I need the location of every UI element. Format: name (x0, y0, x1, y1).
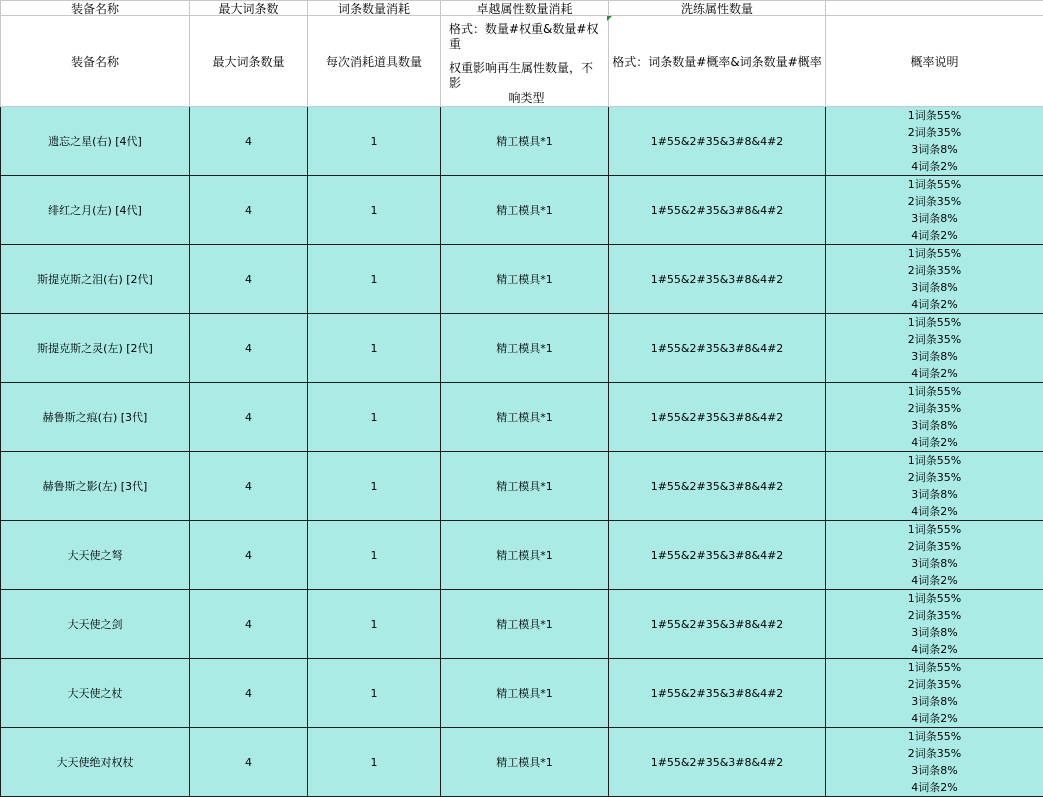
equipment-name-cell[interactable]: 绯红之月(左) [4代] (1, 176, 190, 245)
probability-line: 4词条2% (826, 227, 1043, 244)
format-line-3: 响类型 (449, 91, 604, 106)
cost-cell[interactable]: 1 (308, 176, 441, 245)
max-entries-cell[interactable]: 4 (190, 107, 308, 176)
item-cost-cell[interactable]: 精工模具*1 (441, 452, 609, 521)
item-cost-cell[interactable]: 精工模具*1 (441, 107, 609, 176)
probability-cell[interactable] (826, 590, 1043, 659)
probability-line: 3词条8% (826, 486, 1043, 503)
max-entries-cell[interactable]: 4 (190, 659, 308, 728)
cost-cell[interactable]: 1 (308, 728, 441, 797)
probability-line: 1词条55% (826, 107, 1043, 124)
table-row (1, 590, 1043, 659)
column-header-probability[interactable]: 概率说明 (826, 16, 1043, 107)
probability-cell[interactable] (826, 452, 1043, 521)
probability-cell[interactable] (826, 728, 1043, 797)
cost-cell[interactable]: 1 (308, 521, 441, 590)
header-cell[interactable]: 洗练属性数量 (609, 1, 826, 16)
header-cell[interactable]: 最大词条数 (190, 1, 308, 16)
cost-cell[interactable]: 1 (308, 452, 441, 521)
item-cost-cell[interactable]: 精工模具*1 (441, 314, 609, 383)
probability-line: 4词条2% (826, 503, 1043, 520)
header-cell[interactable] (826, 1, 1043, 16)
item-cost-cell[interactable]: 精工模具*1 (441, 590, 609, 659)
formula-cell[interactable]: 1#55&2#35&3#8&4#2 (609, 659, 826, 728)
formula-cell[interactable]: 1#55&2#35&3#8&4#2 (609, 452, 826, 521)
equipment-name-cell[interactable]: 大天使绝对权杖 (1, 728, 190, 797)
probability-line: 4词条2% (826, 572, 1043, 589)
header-cell[interactable]: 词条数量消耗 (308, 1, 441, 16)
formula-cell[interactable]: 1#55&2#35&3#8&4#2 (609, 521, 826, 590)
max-entries-cell[interactable]: 4 (190, 383, 308, 452)
probability-line: 1词条55% (826, 659, 1043, 676)
header-row-2 (1, 16, 1043, 107)
table-row (1, 728, 1043, 797)
probability-line: 4词条2% (826, 710, 1043, 727)
equipment-name-cell[interactable]: 赫鲁斯之影(左) [3代] (1, 452, 190, 521)
probability-line: 2词条35% (826, 262, 1043, 279)
table-row (1, 659, 1043, 728)
probability-line: 1词条55% (826, 383, 1043, 400)
item-cost-cell[interactable]: 精工模具*1 (441, 728, 609, 797)
probability-line: 3词条8% (826, 279, 1043, 296)
probability-cell[interactable] (826, 521, 1043, 590)
probability-line: 2词条35% (826, 469, 1043, 486)
cost-cell[interactable]: 1 (308, 245, 441, 314)
probability-line: 3词条8% (826, 555, 1043, 572)
table-row (1, 176, 1043, 245)
probability-line: 1词条55% (826, 521, 1043, 538)
column-header-name[interactable]: 装备名称 (1, 16, 190, 107)
probability-line: 3词条8% (826, 693, 1043, 710)
table-row (1, 107, 1043, 176)
probability-cell[interactable] (826, 383, 1043, 452)
probability-cell[interactable] (826, 314, 1043, 383)
probability-line: 1词条55% (826, 245, 1043, 262)
table-row (1, 521, 1043, 590)
column-header-max[interactable]: 最大词条数量 (190, 16, 308, 107)
probability-cell[interactable] (826, 107, 1043, 176)
equipment-name-cell[interactable]: 大天使之剑 (1, 590, 190, 659)
item-cost-cell[interactable]: 精工模具*1 (441, 383, 609, 452)
header-cell[interactable]: 卓越属性数量消耗 (441, 1, 609, 16)
comment-marker-icon (607, 16, 612, 21)
header-row-1 (1, 1, 1043, 16)
probability-line: 4词条2% (826, 296, 1043, 313)
probability-line: 1词条55% (826, 314, 1043, 331)
probability-line: 1词条55% (826, 728, 1043, 745)
equipment-name-cell[interactable]: 大天使之弩 (1, 521, 190, 590)
probability-line: 1词条55% (826, 452, 1043, 469)
item-cost-cell[interactable]: 精工模具*1 (441, 176, 609, 245)
probability-line: 4词条2% (826, 641, 1043, 658)
table-row (1, 383, 1043, 452)
cost-cell[interactable]: 1 (308, 659, 441, 728)
probability-line: 3词条8% (826, 141, 1043, 158)
probability-line: 2词条35% (826, 745, 1043, 762)
column-header-refine-format[interactable]: 格式：词条数量#概率&词条数量#概率 (609, 16, 826, 107)
formula-cell[interactable]: 1#55&2#35&3#8&4#2 (609, 176, 826, 245)
max-entries-cell[interactable]: 4 (190, 590, 308, 659)
probability-line: 2词条35% (826, 124, 1043, 141)
probability-line: 3词条8% (826, 762, 1043, 779)
formula-cell[interactable]: 1#55&2#35&3#8&4#2 (609, 245, 826, 314)
table-row (1, 245, 1043, 314)
equipment-name-cell[interactable]: 遗忘之星(右) [4代] (1, 107, 190, 176)
formula-cell[interactable]: 1#55&2#35&3#8&4#2 (609, 383, 826, 452)
probability-line: 2词条35% (826, 400, 1043, 417)
probability-line: 4词条2% (826, 779, 1043, 796)
cost-cell[interactable]: 1 (308, 314, 441, 383)
probability-cell[interactable] (826, 659, 1043, 728)
max-entries-cell[interactable]: 4 (190, 176, 308, 245)
probability-line: 3词条8% (826, 210, 1043, 227)
probability-line: 1词条55% (826, 590, 1043, 607)
column-header-cost[interactable]: 每次消耗道具数量 (308, 16, 441, 107)
formula-cell[interactable]: 1#55&2#35&3#8&4#2 (609, 590, 826, 659)
probability-line: 3词条8% (826, 348, 1043, 365)
table-row (1, 452, 1043, 521)
probability-cell[interactable] (826, 176, 1043, 245)
formula-cell[interactable]: 1#55&2#35&3#8&4#2 (609, 107, 826, 176)
probability-line: 2词条35% (826, 538, 1043, 555)
formula-cell[interactable]: 1#55&2#35&3#8&4#2 (609, 314, 826, 383)
max-entries-cell[interactable]: 4 (190, 314, 308, 383)
item-cost-cell[interactable]: 精工模具*1 (441, 245, 609, 314)
table-row (1, 314, 1043, 383)
probability-line: 1词条55% (826, 176, 1043, 193)
probability-line: 2词条35% (826, 676, 1043, 693)
equipment-name-cell[interactable]: 斯提克斯之泪(右) [2代] (1, 245, 190, 314)
item-cost-cell[interactable]: 精工模具*1 (441, 521, 609, 590)
probability-line: 2词条35% (826, 331, 1043, 348)
cost-cell[interactable]: 1 (308, 590, 441, 659)
probability-line: 4词条2% (826, 158, 1043, 175)
probability-line: 2词条35% (826, 193, 1043, 210)
equipment-name-cell[interactable]: 大天使之杖 (1, 659, 190, 728)
probability-line: 4词条2% (826, 365, 1043, 382)
max-entries-cell[interactable]: 4 (190, 452, 308, 521)
probability-line: 2词条35% (826, 607, 1043, 624)
item-cost-cell[interactable]: 精工模具*1 (441, 659, 609, 728)
cost-cell[interactable]: 1 (308, 383, 441, 452)
probability-line: 4词条2% (826, 434, 1043, 451)
max-entries-cell[interactable]: 4 (190, 728, 308, 797)
cost-cell[interactable]: 1 (308, 107, 441, 176)
equipment-name-cell[interactable]: 斯提克斯之灵(左) [2代] (1, 314, 190, 383)
probability-cell[interactable] (826, 245, 1043, 314)
max-entries-cell[interactable]: 4 (190, 245, 308, 314)
equipment-name-cell[interactable]: 赫鲁斯之痕(右) [3代] (1, 383, 190, 452)
format-line-1: 格式：数量#权重&数量#权重 (449, 22, 604, 52)
column-header-excellent-format[interactable] (441, 16, 609, 107)
max-entries-cell[interactable]: 4 (190, 521, 308, 590)
probability-line: 3词条8% (826, 417, 1043, 434)
header-cell[interactable]: 装备名称 (1, 1, 190, 16)
formula-cell[interactable]: 1#55&2#35&3#8&4#2 (609, 728, 826, 797)
probability-line: 3词条8% (826, 624, 1043, 641)
format-line-2: 权重影响再生属性数量，不影 (449, 61, 604, 91)
